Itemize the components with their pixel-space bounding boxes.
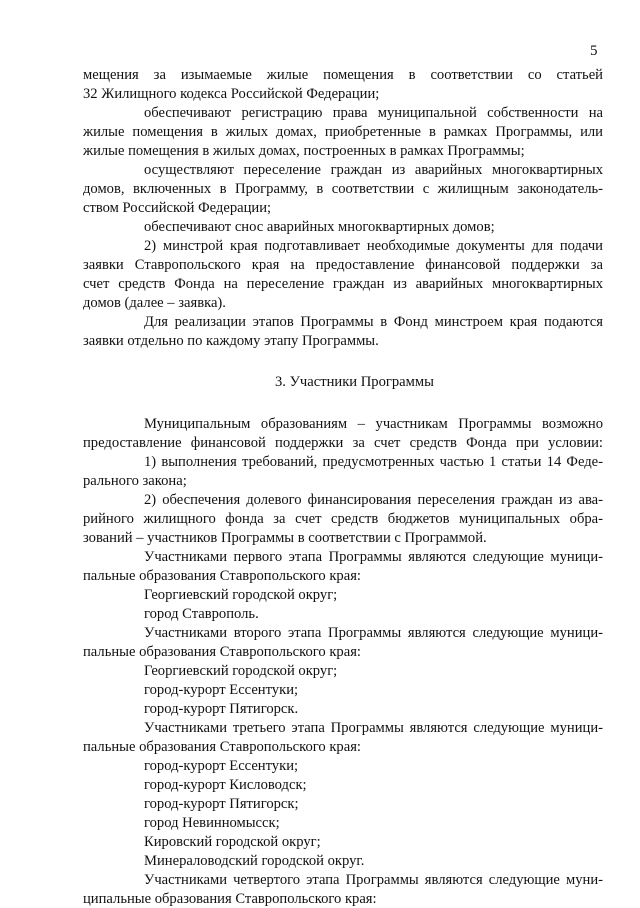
text-line: домов (далее – заявка). [83,295,226,311]
text-line: 2) обеспечения долевого финансирования переселения граждан из ава- [144,492,603,508]
list-item: город-курорт Ессентуки; [144,758,299,774]
page-number: 5 [590,43,598,59]
text-line: Участниками четвертого этапа Программы являются следующие муни- [144,872,603,888]
text-line: осуществляют переселение граждан из аварийных многоквартирных [144,162,603,178]
text-line: пальные образования Ставропольского края: [83,568,361,584]
text-line: обеспечивают снос аварийных многоквартирных домов; [144,219,495,235]
text-line: рального закона; [83,473,187,489]
text-line: рийного жилищного фонда за счет средств бюджетов муниципальных обра- [83,511,603,527]
list-item: город-курорт Пятигорск; [144,796,299,812]
text-line: заявки отдельно по каждому этапу Программы. [83,333,379,349]
text-line: заявки Ставропольского края на предоставление финансовой поддержки за [83,257,603,273]
text-line: Участниками первого этапа Программы являются следующие муници- [144,549,603,565]
text-line: 1) выполнения требований, предусмотренных частью 1 статьи 14 Феде- [144,454,603,470]
list-item: Георгиевский городской округ; [144,663,338,679]
text-line: Участниками второго этапа Программы являются следующие муници- [144,625,603,641]
text-line: счет средств Фонда на переселение граждан из аварийных многоквартирных [83,276,603,292]
text-line: 32 Жилищного кодекса Российской Федерации; [83,86,380,102]
text-line: обеспечивают регистрацию права муниципальной собственности на [144,105,603,121]
text-line: пальные образования Ставропольского края: [83,644,361,660]
text-line: Муниципальным образованиям – участникам Программы возможно [144,416,603,432]
text-line: жилые помещения в жилых домах, построенных в рамках Программы; [83,143,525,159]
text-line: домов, включенных в Программу, в соответствии с жилищным законодатель- [83,181,603,197]
list-item: город Невинномысск; [144,815,280,831]
list-item: Минераловодский городской округ. [144,853,365,869]
section-heading: 3. Участники Программы [275,374,434,390]
list-item: город-курорт Кисловодск; [144,777,307,793]
text-line: 2) минстрой края подготавливает необходимые документы для подачи [144,238,603,254]
text-line: жилые помещения в жилых домах, приобретенные в рамках Программы, или [83,124,603,140]
list-item: город-курорт Ессентуки; [144,682,299,698]
list-item: Кировский городской округ; [144,834,321,850]
list-item: город-курорт Пятигорск. [144,701,299,717]
list-item: город Ставрополь. [144,606,259,622]
text-line: мещения за изымаемые жилые помещения в соответствии со статьей [83,67,603,83]
text-line: пальные образования Ставропольского края: [83,739,361,755]
text-line: зований – участников Программы в соответствии с Программой. [83,530,487,546]
text-line: ципальные образования Ставропольского края: [83,891,377,907]
text-line: предоставление финансовой поддержки за счет средств Фонда при условии: [83,435,603,451]
text-line: ством Российской Федерации; [83,200,272,216]
text-line: Для реализации этапов Программы в Фонд минстроем края подаются [144,314,603,330]
list-item: Георгиевский городской округ; [144,587,338,603]
text-line: Участниками третьего этапа Программы являются следующие муници- [144,720,603,736]
